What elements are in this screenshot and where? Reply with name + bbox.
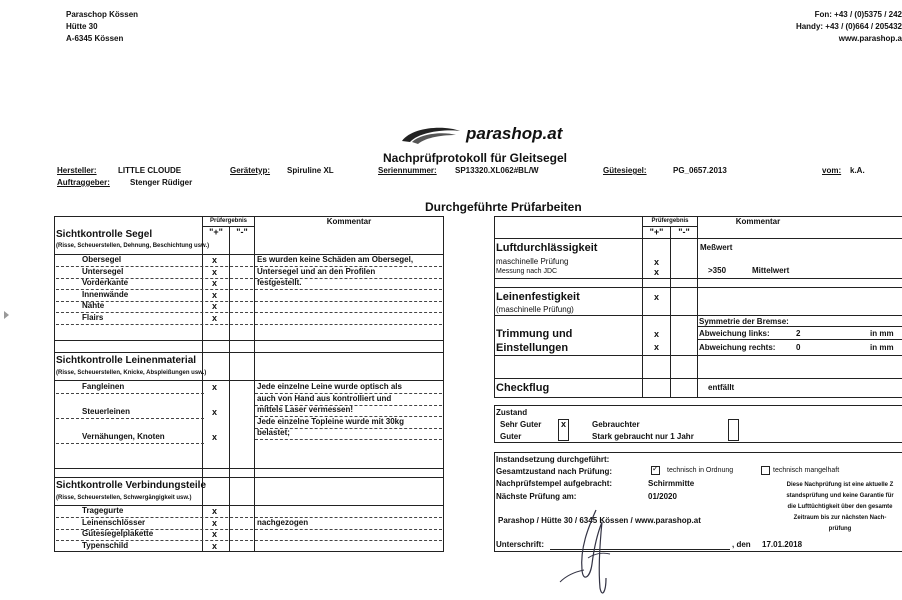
section-title: Durchgeführte Prüfarbeiten <box>425 200 582 214</box>
luft-title: Luftdurchlässigkeit <box>496 242 598 254</box>
page-marker-icon <box>4 311 9 319</box>
segel-item-label: Obersegel <box>82 255 122 264</box>
abweichung-links-value: 2 <box>796 329 801 338</box>
leinen-item-mark: x <box>212 407 218 417</box>
trimmung-mark2: x <box>654 342 660 352</box>
leinen-comment-line: Jede einzelne Topleine wurde mit 30kg <box>257 416 405 426</box>
leinen-item-label: Vernähungen, Knoten <box>82 432 165 441</box>
date-value: 17.01.2018 <box>762 540 803 549</box>
naechste-value: 01/2020 <box>648 492 677 501</box>
left-pruefergebnis-header: Prüfergebnis <box>209 218 247 224</box>
leinen-item-label: Fangleinen <box>82 382 125 391</box>
segel-item-label: Innenwände <box>82 289 129 299</box>
leinen-item-mark: x <box>212 432 218 442</box>
luft-mittelwert: Mittelwert <box>752 266 790 275</box>
gesamtzustand-label: Gesamtzustand nach Prüfung: <box>496 467 613 476</box>
segel-item-mark: x <box>212 312 218 323</box>
instand-note-line: Zeitraum bis zur nächsten Nach- <box>793 515 887 521</box>
verbindung-item-label: Leinenschlösser <box>82 517 146 527</box>
luft-sub2: Messung nach JDC <box>496 268 558 275</box>
geraetetyp-label: Gerätetyp: <box>230 166 271 175</box>
instand-note-line: Diese Nachprüfung ist eine aktuelle Z <box>786 482 894 488</box>
guetesiegel-value: PG_0657.2013 <box>673 166 727 175</box>
mangelhaft-checkbox <box>761 466 770 475</box>
geraetetyp-value: Spiruline XL <box>287 166 334 175</box>
leinenfest-sub: (maschinelle Prüfung) <box>496 305 574 314</box>
symmetrie-label: Symmetrie der Bremse: <box>699 317 789 326</box>
verbindung-subtitle: (Risse, Scheuerstellen, Schwergängigkeit usw.) <box>56 495 192 501</box>
hersteller-label: Hersteller: <box>57 166 97 175</box>
zustand-mark: x <box>561 419 567 429</box>
trimmung-title1: Trimmung und <box>496 328 573 340</box>
vom-label: vom: <box>822 166 842 175</box>
segel-item-label: Flairs <box>82 312 104 322</box>
parashop-logo <box>398 124 588 148</box>
segel-title: Sichtkontrolle Segel <box>56 229 153 240</box>
abweichung-rechts-label: Abweichung rechts: <box>699 343 776 352</box>
naechste-label: Nächste Prüfung am: <box>496 492 577 501</box>
verbindung-item-mark: x <box>212 506 218 516</box>
verbindung-item-mark: x <box>212 540 218 551</box>
seriennummer-value: SP13320.XL062#BL/W <box>455 166 539 175</box>
den-label: , den <box>732 540 751 549</box>
instand-note-line: prüfung <box>828 526 852 532</box>
verbindung-item-label: Tragegurte <box>82 506 124 515</box>
zustand-guter: Guter <box>500 432 522 441</box>
segel-item-label: Nähte <box>82 301 105 310</box>
contact-fon: Fon: +43 / (0)5375 / 242 <box>814 10 902 19</box>
segel-subtitle: (Risse, Scheuerstellen, Dehnung, Beschichtung usw.) <box>56 243 210 249</box>
luft-value: >350 <box>708 266 727 275</box>
segel-item-mark: x <box>212 289 218 300</box>
verbindung-item-mark: x <box>212 517 218 528</box>
trimmung-title2: Einstellungen <box>496 342 569 354</box>
vom-value: k.A. <box>850 166 865 175</box>
zustand-box <box>494 405 902 443</box>
segel-item-comment: Es wurden keine Schäden am Obersegel, <box>257 255 414 264</box>
checkflug-title: Checkflug <box>496 382 550 394</box>
abweichung-rechts-unit: in mm <box>870 343 894 352</box>
hersteller-value: LITTLE CLOUDE <box>118 166 182 175</box>
checkflug-comment: entfällt <box>708 383 735 392</box>
verbindung-title: Sichtkontrolle Verbindungsteile <box>56 480 207 491</box>
instand-line1: Instandsetzung durchgeführt: <box>496 455 610 464</box>
luft-sub1: maschinelle Prüfung <box>496 257 569 266</box>
luft-mark1: x <box>654 257 660 267</box>
leinenfest-mark: x <box>654 292 660 302</box>
verbindung-item-label: Gütesiegelplakette <box>82 529 154 538</box>
leinen-comment-line: mittels Laser vermessen! <box>257 405 354 414</box>
seriennummer-label: Seriennummer: <box>378 166 437 175</box>
company-city: A-6345 Kössen <box>66 34 124 43</box>
leinen-item-label: Steuerleinen <box>82 407 131 416</box>
company-name: Paraschop Kössen <box>66 10 139 19</box>
ordnung-check-icon: ✓ <box>652 464 659 473</box>
left-minus-header: "-" <box>236 227 248 237</box>
segel-item-mark: x <box>212 278 218 288</box>
firm-line: Parashop / Hütte 30 / 6345 Kössen / www.parashop.at <box>498 516 701 525</box>
verbindung-item-label: Typenschild <box>82 540 129 550</box>
instand-note-line: standsprüfung und keine Garantie für <box>786 493 894 499</box>
company-contact <box>796 9 902 45</box>
right-pruefergebnis-header: Prüfergebnis <box>651 218 689 224</box>
auftraggeber-label: Auftraggeber: <box>57 178 110 187</box>
leinen-subtitle: (Risse, Scheuerstellen, Knicke, Abspleißungen usw.) <box>56 370 207 376</box>
company-street: Hütte 30 <box>66 22 98 31</box>
instand-note-line: die Lufttüchtigkeit über den gesamte <box>787 504 893 510</box>
paraglider-logo-icon <box>398 125 464 147</box>
segel-item-label: Vorderkante <box>82 278 129 287</box>
left-kommentar-header: Kommentar <box>326 217 372 226</box>
verbindung-item-mark: x <box>212 529 218 539</box>
handwritten-signature <box>540 508 640 600</box>
zustand-title: Zustand <box>496 408 528 417</box>
left-plus-header: "+" <box>209 227 223 237</box>
unterschrift-label: Unterschrift: <box>496 540 545 549</box>
zustand-gebrauchter: Gebrauchter <box>592 420 640 429</box>
zustand-checkbox-used <box>728 419 739 441</box>
ordnung-label: technisch in Ordnung <box>667 467 734 474</box>
contact-web: www.parashop.a <box>838 34 902 43</box>
logo-text: parashop.at <box>466 124 563 143</box>
segel-item-mark: x <box>212 266 218 277</box>
document-title: Nachprüfprotokoll für Gleitsegel <box>383 151 568 165</box>
zustand-sehr-guter: Sehr Guter <box>500 420 542 429</box>
luft-comment1: Meßwert <box>700 243 733 252</box>
verbindung-item-comment: nachgezogen <box>257 517 309 527</box>
abweichung-rechts-value: 0 <box>796 343 801 352</box>
zustand-stark: Stark gebraucht nur 1 Jahr <box>592 432 694 441</box>
abweichung-links-label: Abweichung links: <box>699 329 770 338</box>
mangelhaft-label: technisch mangelhaft <box>773 467 840 474</box>
stempel-label: Nachprüfstempel aufgebracht: <box>496 479 613 488</box>
leinen-comment-line: Jede einzelne Leine wurde optisch als <box>257 382 402 391</box>
company-address <box>66 9 138 45</box>
segel-item-comment: festgestellt. <box>257 278 302 287</box>
right-kommentar-header: Kommentar <box>735 217 781 226</box>
guetesiegel-label: Gütesiegel: <box>603 166 647 175</box>
trimmung-mark1: x <box>654 329 660 339</box>
leinen-comment-line: belastet; <box>257 428 290 437</box>
segel-item-mark: x <box>212 255 218 265</box>
instand-note <box>770 480 902 535</box>
leinen-comment-line: auch von Hand aus kontrolliert und <box>257 393 392 403</box>
segel-item-mark: x <box>212 301 218 311</box>
abweichung-links-unit: in mm <box>870 329 894 338</box>
right-plus-header: "+" <box>649 227 664 237</box>
segel-item-comment: Untersegel und an den Profilen <box>257 266 376 276</box>
leinen-title: Sichtkontrolle Leinenmaterial <box>56 355 197 366</box>
auftraggeber-value: Stenger Rüdiger <box>130 178 193 187</box>
leinenfest-title: Leinenfestigkeit <box>496 291 580 303</box>
stempel-value: Schirmmitte <box>648 479 695 488</box>
contact-handy: Handy: +43 / (0)664 / 205432 <box>795 22 902 31</box>
luft-mark2: x <box>654 267 660 277</box>
leinen-item-mark: x <box>212 382 218 392</box>
segel-item-label: Untersegel <box>82 266 124 276</box>
right-minus-header: "-" <box>678 227 690 237</box>
